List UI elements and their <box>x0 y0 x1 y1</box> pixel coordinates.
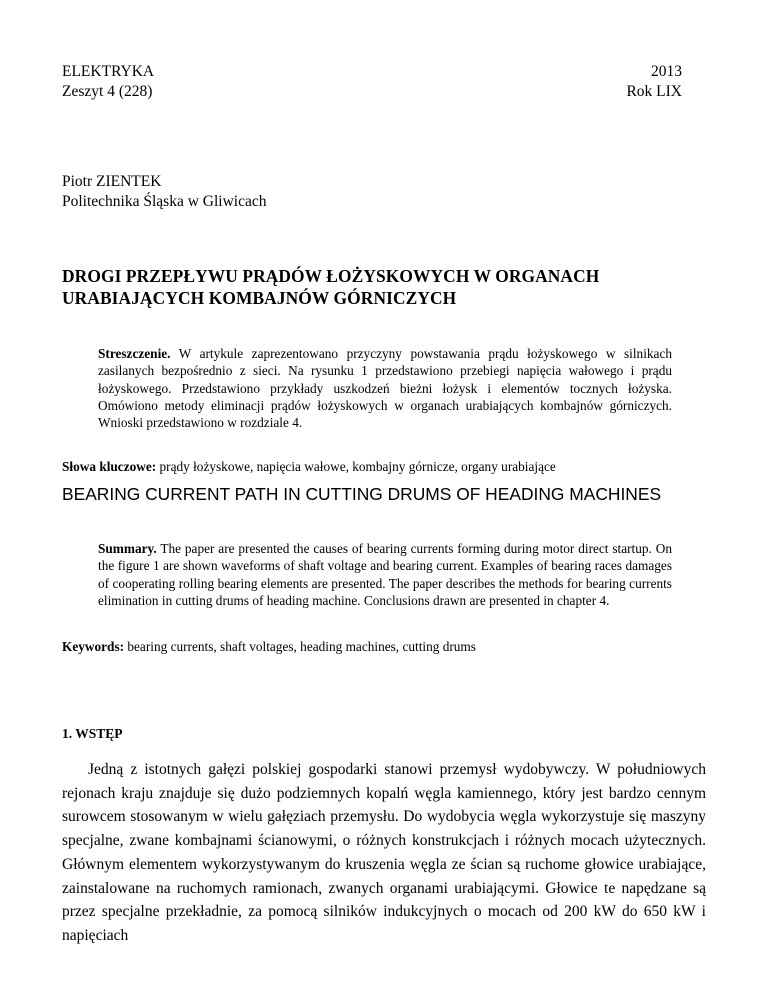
section-heading: 1. WSTĘP <box>62 726 123 741</box>
abstract-english-label: Summary. <box>98 541 157 556</box>
title-polish: DROGI PRZEPŁYWU PRĄDÓW ŁOŻYSKOWYCH W ORGANACH URABIAJĄCYCH KOMBAJNÓW GÓRNICZYCH <box>62 266 600 308</box>
body-text <box>62 758 706 948</box>
journal-name: ELEKTRYKA <box>62 63 155 80</box>
author-name: Piotr ZIENTEK <box>62 173 162 190</box>
journal-volume: Rok LIX <box>626 83 682 100</box>
running-header-left <box>62 62 154 102</box>
keywords-english <box>62 638 702 655</box>
title-english: BEARING CURRENT PATH IN CUTTING DRUMS OF HEADING MACHINES <box>62 484 662 504</box>
body-paragraph: Jedną z istotnych gałęzi polskiej gospodarki stanowi przemysł wydobywczy. W południowych rejonach kraju znajduje się dużo podziemnych kopalń węgla kamiennego, który jest bardzo cennym surowcem stosowanym w wielu gałęziach przemysłu. Do wydobycia węgla wykorzystuje się maszyny specjalne, zwane kombajnami ścianowymi, o różnych konstrukcjach i różnych mocach użytecznych. Głównym elementem wykorzystywanym do kruszenia węgla ze ścian są ruchome głowice urabiające, zainstalowane na ruchomych ramionach, zwanych organami urabiającymi. Głowice te napędzane są przez specjalne przekładnie, za pomocą silników indukcyjnych o mocach od 200 kW do 650 kW i napięciach <box>62 761 706 944</box>
keywords-polish-label: Słowa kluczowe: <box>62 459 157 474</box>
author-block <box>62 172 266 212</box>
keywords-polish-text: prądy łożyskowe, napięcia wałowe, kombajny górnicze, organy urabiające <box>156 459 556 474</box>
abstract-polish <box>98 345 672 431</box>
keywords-english-label: Keywords: <box>62 639 125 654</box>
journal-year: 2013 <box>651 63 682 80</box>
abstract-english <box>98 540 672 609</box>
abstract-polish-text: W artykule zaprezentowano przyczyny powstawania prądu łożyskowego w silnikach zasilanych bezpośrednio z sieci. Na rysunku 1 przedstawiono przebiegi napięcia wałowego i prądu łożyskowego. Przedstawiono przykłady uszkodzeń bieżni łożysk i elementów tocznych łożyska. Omówiono metody eliminacji prądów łożyskowych w organach urabiających kombajnów górniczych. Wnioski przedstawiono w rozdziale 4. <box>98 346 672 431</box>
journal-issue: Zeszyt 4 (228) <box>62 83 153 100</box>
keywords-polish <box>62 458 702 475</box>
abstract-polish-label: Streszczenie. <box>98 346 171 361</box>
running-header-right <box>626 62 682 102</box>
keywords-english-text: bearing currents, shaft voltages, heading machines, cutting drums <box>124 639 476 654</box>
author-affiliation: Politechnika Śląska w Gliwicach <box>62 193 267 210</box>
abstract-english-text: The paper are presented the causes of bearing currents forming during motor direct startup. On the figure 1 are shown waveforms of shaft voltage and bearing current. Examples of bearing races damages of cooperating rolling bearing elements are presented. The paper describes the methods for bearing currents elimination in cutting drums of heading machine. Conclusions drawn are presented in chapter 4. <box>98 541 672 608</box>
